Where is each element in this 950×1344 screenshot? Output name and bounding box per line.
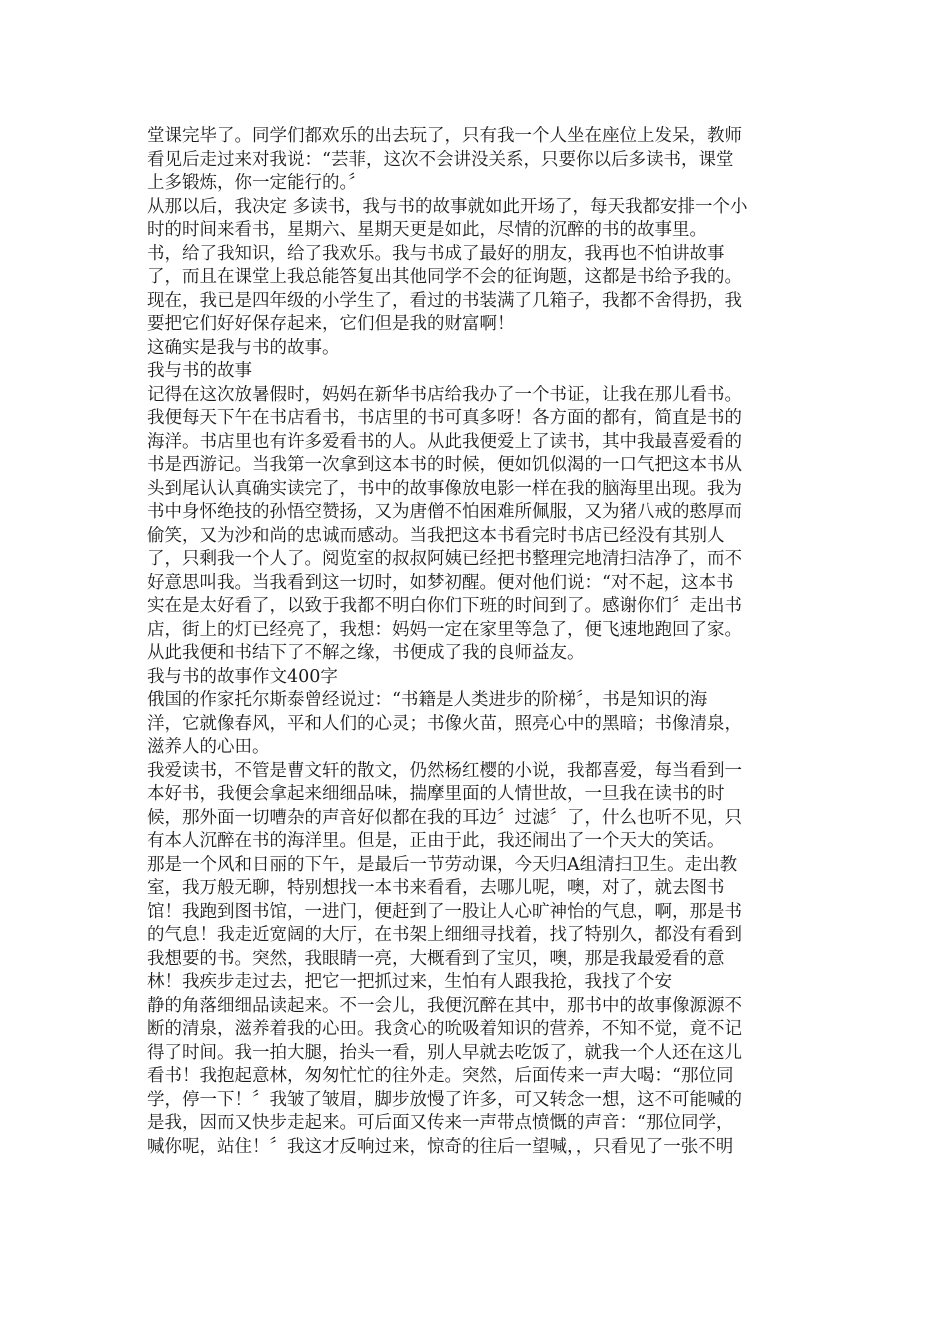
text-line: 实在是太好看了，以致于我都不明白你们下班的时间到了。感谢你们〞走出书 — [147, 596, 742, 616]
text-line: 要把它们好好保存起来，它们但是我的财富啊！ — [147, 314, 515, 334]
text-line: 滋养人的心田。 — [147, 737, 270, 757]
text-line: 我便每天下午在书店看书，书店里的书可真多呀！各方面的都有，简直是书的 — [147, 408, 742, 428]
text-line: 静的角落细细品读起来。不一会儿，我便沉醉在其中，那书中的故事像源源不 — [147, 995, 742, 1016]
text-line: 林！我疾步走过去，把它一把抓过来，生怕有人跟我抢，我找了个安 — [147, 972, 672, 992]
text-line: 本好书，我便会拿起来细细品味，揣摩里面的人情世故，一旦我在读书的时 — [147, 784, 725, 804]
text-line: 了，而且在课堂上我总能答复出其他同学不会的征询题，这都是书给予我的。 — [147, 267, 742, 287]
text-line: 海洋。书店里也有许多爱看书的人。从此我便爱上了读书，其中我最喜爱看的 — [147, 431, 742, 452]
text-line: 学，停一下！〞我皱了皱眉，脚步放慢了许多，可又转念一想，这不可能喊的 — [147, 1089, 742, 1110]
text-line: 馆！我跑到图书馆，一进门，便赶到了一股让人心旷神怡的气息，啊，那是书 — [147, 901, 742, 922]
section-title: 我与书的故事作文400字 — [147, 666, 338, 687]
text-line: 书，给了我知识，给了我欢乐。我与书成了最好的朋友，我再也不怕讲故事 — [147, 243, 725, 264]
text-line: 俄国的作家托尔斯泰曾经说过：“书籍是人类进步的阶梯〞，书是知识的海 — [147, 690, 708, 710]
text-line: 书是西游记。当我第一次拿到这本书的时候，便如饥似渴的一口气把这本书从 — [147, 455, 742, 475]
text-line: 书中身怀绝技的孙悟空赞扬，又为唐僧不怕困难所佩服，又为猪八戒的憨厚而 — [147, 502, 742, 522]
text-line: 堂课完毕了。同学们都欢乐的出去玩了，只有我一个人坐在座位上发呆，教师 — [147, 126, 742, 146]
text-line: 上多锻炼，你一定能行的。〞 — [147, 173, 366, 193]
text-line: 从此我便和书结下了不解之缘，书便成了我的良师益友。 — [147, 643, 585, 663]
text-line: 这确实是我与书的故事。 — [147, 337, 340, 358]
text-line: 现在，我已是四年级的小学生了，看过的书装满了几箱子，我都不舍得扔，我 — [147, 290, 742, 311]
text-line: 有本人沉醉在书的海洋里。但是，正由于此，我还闹出了一个天大的笑话。 — [147, 831, 725, 851]
text-line: 看见后走过来对我说：“芸菲，这次不会讲没关系，只要你以后多读书，课堂 — [147, 149, 734, 170]
text-line: 室，我万般无聊，特别想找一本书来看看，去哪儿呢，噢，对了，就去图书 — [147, 878, 725, 898]
text-line: 店，街上的灯已经亮了，我想：妈妈一定在家里等急了，便飞速地跑回了家。 — [147, 619, 742, 640]
text-line: 得了时间。我一拍大腿，抬头一看，别人早就去吃饭了，就我一个人还在这儿 — [147, 1042, 742, 1063]
text-line: 我爱读书，不管是曹文轩的散文，仍然杨红樱的小说，我都喜爱，每当看到一 — [147, 760, 742, 781]
text-line: 洋，它就像春风，平和人们的心灵；书像火苗，照亮心中的黑暗；书像清泉， — [147, 713, 742, 734]
text-line: 喊你呢，站住！〞我这才反响过来，惊奇的往后一望喊，，只看见了一张不明 — [147, 1136, 734, 1157]
text-line: 的气息！我走近宽阔的大厅，在书架上细细寻找着，找了特别久，都没有看到 — [147, 925, 742, 945]
text-line: 记得在这次放暑假时，妈妈在新华书店给我办了一个书证，让我在那儿看书。 — [147, 384, 742, 405]
text-line: 好意思叫我。当我看到这一切时，如梦初醒。便对他们说：“对不起，这本书 — [147, 572, 734, 593]
text-line: 是我，因而又快步走起来。可后面又传来一声带点愤慨的声音：“那位同学， — [147, 1113, 734, 1133]
text-line: 从那以后，我决定 多读书，我与书的故事就如此开场了，每天我都安排一个小 — [147, 196, 748, 217]
section-title: 我与书的故事 — [147, 361, 252, 381]
text-line: 时的时间来看书，星期六、星期天更是如此，尽情的沉醉的书的故事里。 — [147, 220, 707, 240]
text-line: 断的清泉，滋养着我的心田。我贪心的吮吸着知识的营养，不知不觉，竟不记 — [147, 1019, 742, 1039]
text-line: 候，那外面一切嘈杂的声音好似都在我的耳边〞过滤〞了，什么也听不见，只 — [147, 807, 742, 828]
text-line: 我想要的书。突然，我眼睛一亮，大概看到了宝贝，噢，那是我最爱看的意 — [147, 948, 725, 969]
text-line: 偷笑，又为沙和尚的忠诚而感动。当我把这本书看完时书店已经没有其别人 — [147, 525, 725, 546]
document-body — [147, 125, 807, 1159]
text-line: 看书！我抱起意林，匆匆忙忙的往外走。突然，后面传来一声大喝：“那位同 — [147, 1066, 734, 1086]
text-line: 了，只剩我一个人了。阅览室的叔叔阿姨已经把书整理完地清扫洁净了，而不 — [147, 549, 742, 569]
text-line: 那是一个风和日丽的下午，是最后一节劳动课，今天归A组清扫卫生。走出教 — [147, 854, 738, 875]
text-line: 头到尾认认真确实读完了，书中的故事像放电影一样在我的脑海里出现。我为 — [147, 478, 742, 499]
